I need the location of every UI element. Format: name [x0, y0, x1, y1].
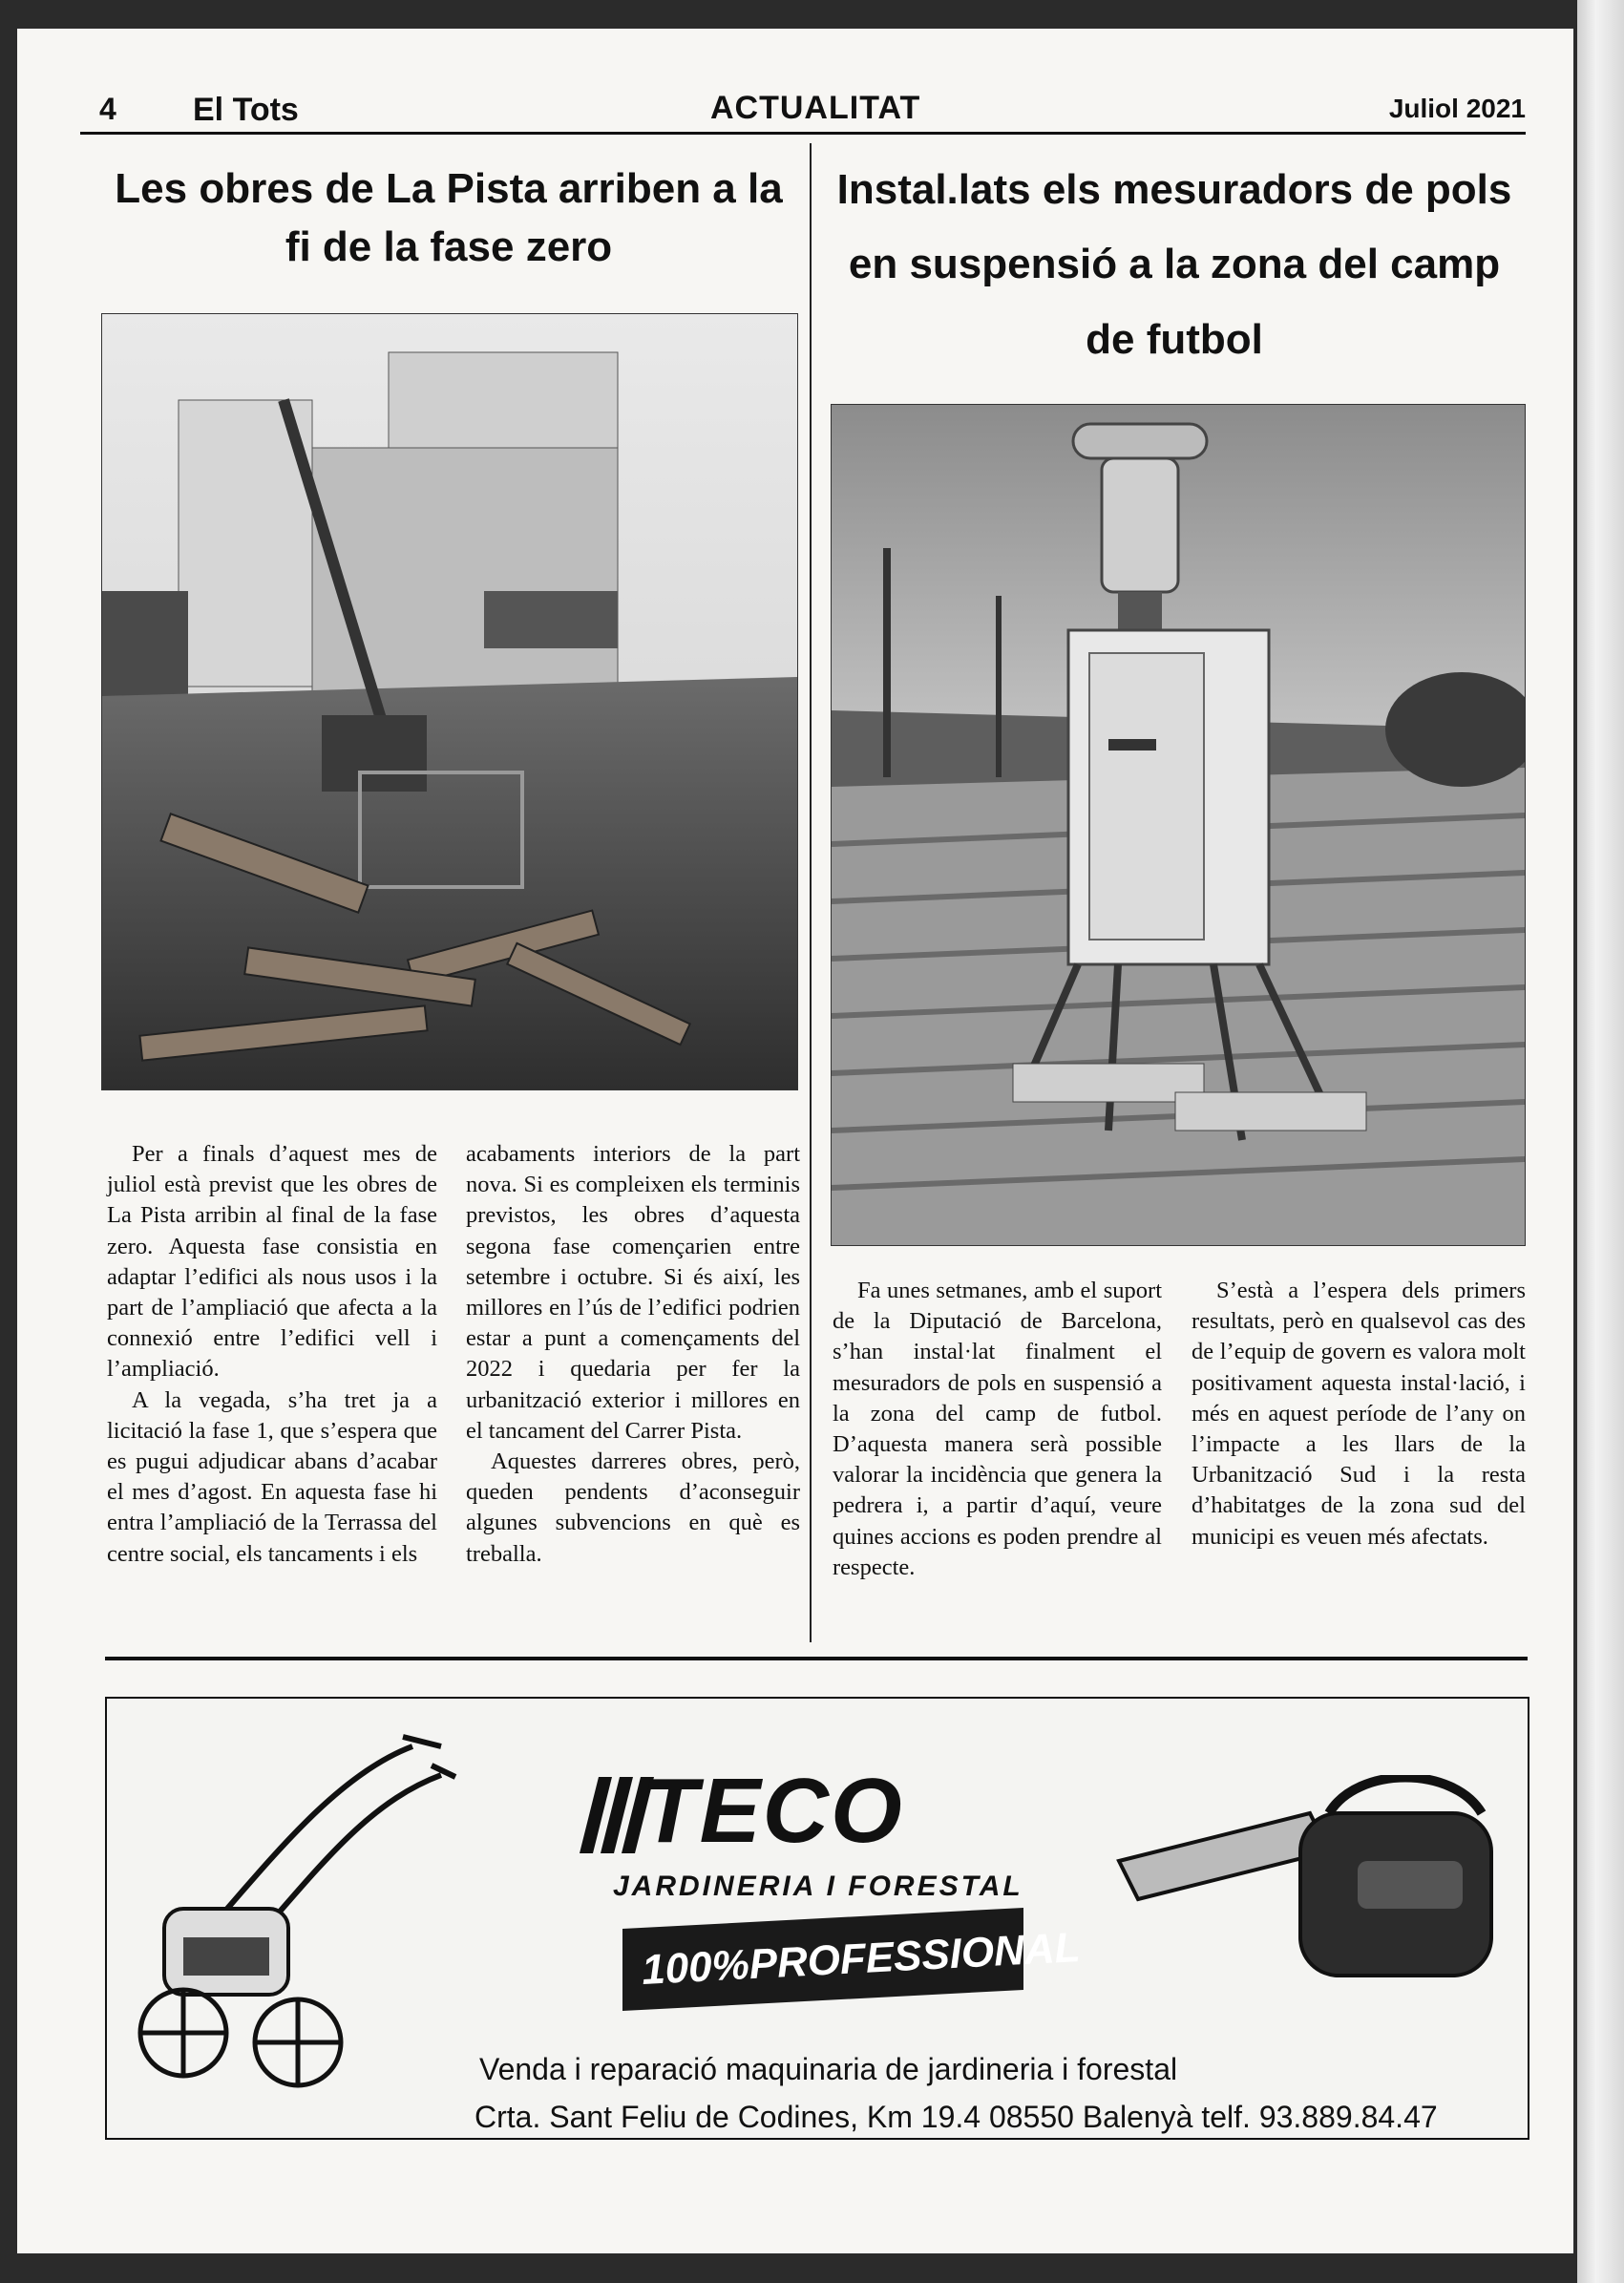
- article-right-paragraph-1: Fa unes setmanes, amb el suport de la Diputació de Barcelona, s’han instal·lat finalment el mesuradors de pols en suspensió a la zona del camp de futbol. D’aquesta manera serà possible valorar la incidència que genera la pedrera i, a partir d’aquí, veure quines accions es poden prendre al respecte.: [833, 1278, 1162, 1580]
- teco-brand: TECO: [642, 1760, 904, 1862]
- article-left-column-2: [466, 1139, 800, 1570]
- article-left-paragraph-2-continued: acabaments interiors de la part nova. Si es compleixen els terminis previstos, les obres d’aquesta segona fase començarien entre setembre i octubre. Si és així, les millores en l’ús de l’edifici podrien estar a punt a començaments del 2022 i quedaria per fer la urbanització exterior i millores en el tancament del Carrer Pista.: [466, 1141, 800, 1444]
- issue-date: Juliol 2021: [1388, 94, 1526, 123]
- article-right-paragraph-2: S’està a l’espera dels primers resultats, però en qualsevol cas des de l’equip de govern es valora molt positivament aquesta instal·lació, i més en aquest període de l’any on l’impacte a les llars de la Urbanització Sud i la resta d’habitatges de la zona sud del municipi es veuen més afectats.: [1192, 1278, 1526, 1550]
- section-title: ACTUALITAT: [710, 90, 921, 126]
- page-header: [80, 65, 1526, 135]
- page-number: 4: [99, 92, 116, 126]
- chainsaw-icon: [1109, 1775, 1510, 2023]
- ad-contact: Crta. Sant Feliu de Codines, Km 19.4 08550 Balenyà telf. 93.889.84.47: [475, 2100, 1438, 2134]
- page-spine: [1577, 0, 1624, 2283]
- article-left-paragraph-3: Aquestes darreres obres, però, queden pendents d’aconseguir algunes subvencions en què es treballa.: [466, 1448, 800, 1567]
- article-right-column-2: [1192, 1276, 1526, 1553]
- column-divider: [810, 143, 812, 1642]
- tiller-icon: [126, 1718, 460, 2100]
- article-left-column-1: [107, 1139, 437, 1570]
- article-left-paragraph-1: Per a finals d’aquest mes de juliol està previst que les obres de La Pista arribin al final de la fase zero. Aquesta fase consistia en adaptar l’edifici als nous usos i la part de l’ampliació que afecta a la connexió entre l’edifici vell i l’ampliació.: [107, 1141, 437, 1383]
- article-right-title: Instal.lats els mesuradors de pols en suspensió a la zona del camp de futbol: [836, 166, 1512, 363]
- dust-measuring-device-photo: [831, 404, 1526, 1246]
- teco-advertisement: [105, 1697, 1529, 2140]
- teco-tagline: JARDINERIA I FORESTAL: [613, 1871, 1023, 1902]
- article-left-paragraph-2-part-1: A la vegada, s’ha tret ja a licitació la fase 1, que s’espera que es pugui adjudicar abans d’acabar el mes d’agost. En aquesta fase hi entra l’ampliació de la Terrassa del centre social, els tancaments i els: [107, 1386, 437, 1567]
- publication-name: El Tots: [193, 92, 299, 128]
- badge-prefix: 100%: [641, 1941, 750, 1994]
- construction-site-photo: [101, 313, 798, 1090]
- ad-separator-rule: [105, 1657, 1528, 1660]
- ad-description: Venda i reparació maquinaria de jardineria i forestal: [479, 2052, 1178, 2086]
- article-left-paragraph-2: [107, 1385, 437, 1570]
- article-left-title: Les obres de La Pista arriben a la fi de la fase zero: [115, 165, 783, 270]
- article-right-column-1: [833, 1276, 1162, 1583]
- badge-word: PROFESSIONAL: [748, 1924, 1082, 1989]
